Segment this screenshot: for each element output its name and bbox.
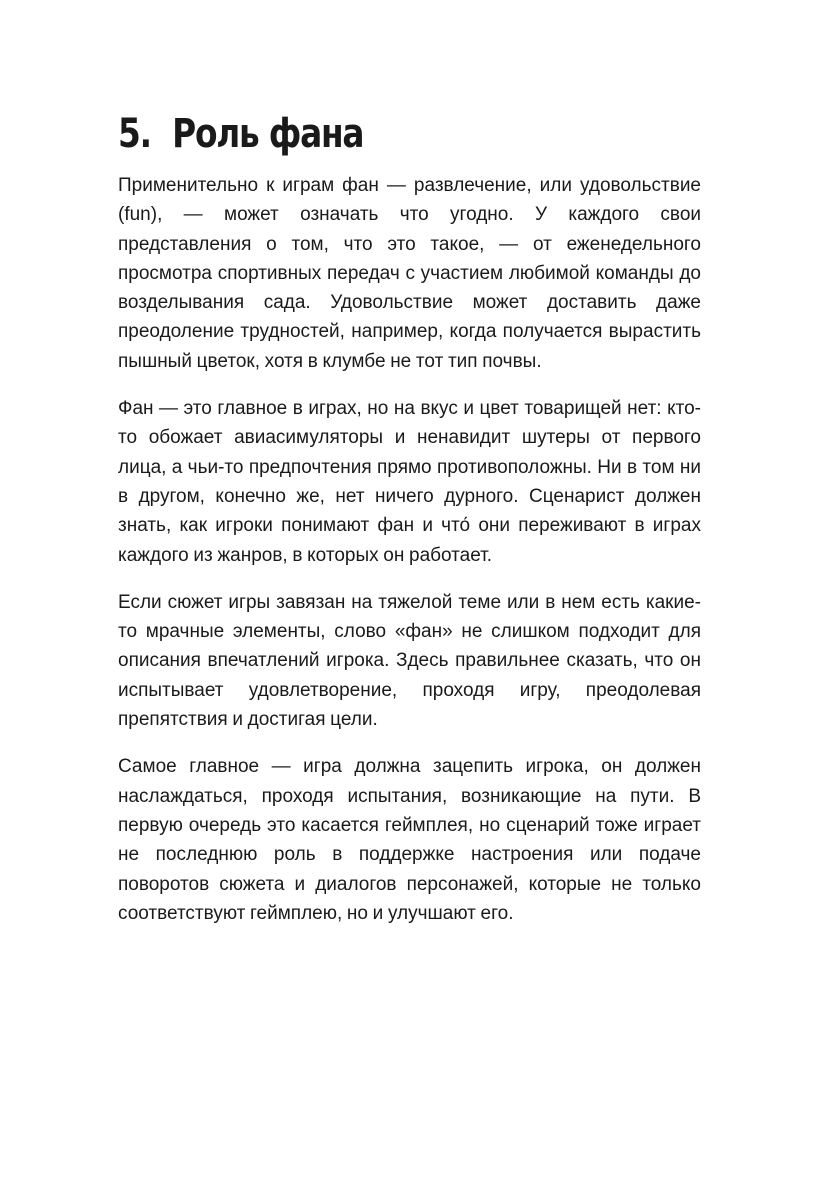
body-paragraph-3: Если сюжет игры завязан на тяжелой теме или в нем есть какие-то мрачные элементы, слово «фан» не слишком подходит для описания впечатлений игрока. Здесь правильнее сказать, что он испытывает удовлетворение, проходя игру, преодолевая препятствия и достигая цели.	[118, 591, 701, 731]
chapter-heading	[118, 110, 596, 158]
body-paragraph-1: Применительно к играм фан — развлечение, или удовольствие (fun), — может означать что угодно. У каждого свои представления о том, что это такое, — от еженедельного просмотра спортивных передач с участием любимой команды до возделывания сада. Удовольствие может доставить даже преодоление трудностей, например, когда получается вырастить пышный цветок, хотя в клумбе не тот тип почвы.	[118, 175, 701, 372]
body-paragraph-4: Самое главное — игра должна зацепить игрока, он должен наслаждаться, проходя испытания, возникающие на пути. В первую очередь это касается геймплея, но сценарий тоже играет не последнюю роль в поддержке настроения или подаче поворотов сюжета и диалогов персонажей, которые не только соответствуют геймплею, но и улучшают его.	[118, 756, 701, 924]
body-paragraph-2: Фан — это главное в играх, но на вкус и цвет товарищей нет: кто-то обожает авиасимуляторы и ненавидит шутеры от первого лица, а чьи-то предпочтения прямо противоположны. Ни в том ни в другом, конечно же, нет ничего дурного. Сценарист должен знать, как игроки понимают фан и что́ они переживают в играх каждого из жанров, в которых он работает.	[118, 398, 701, 566]
book-page	[118, 110, 701, 946]
chapter-number: 5.	[118, 111, 151, 157]
chapter-title: Роль фана	[172, 111, 364, 157]
